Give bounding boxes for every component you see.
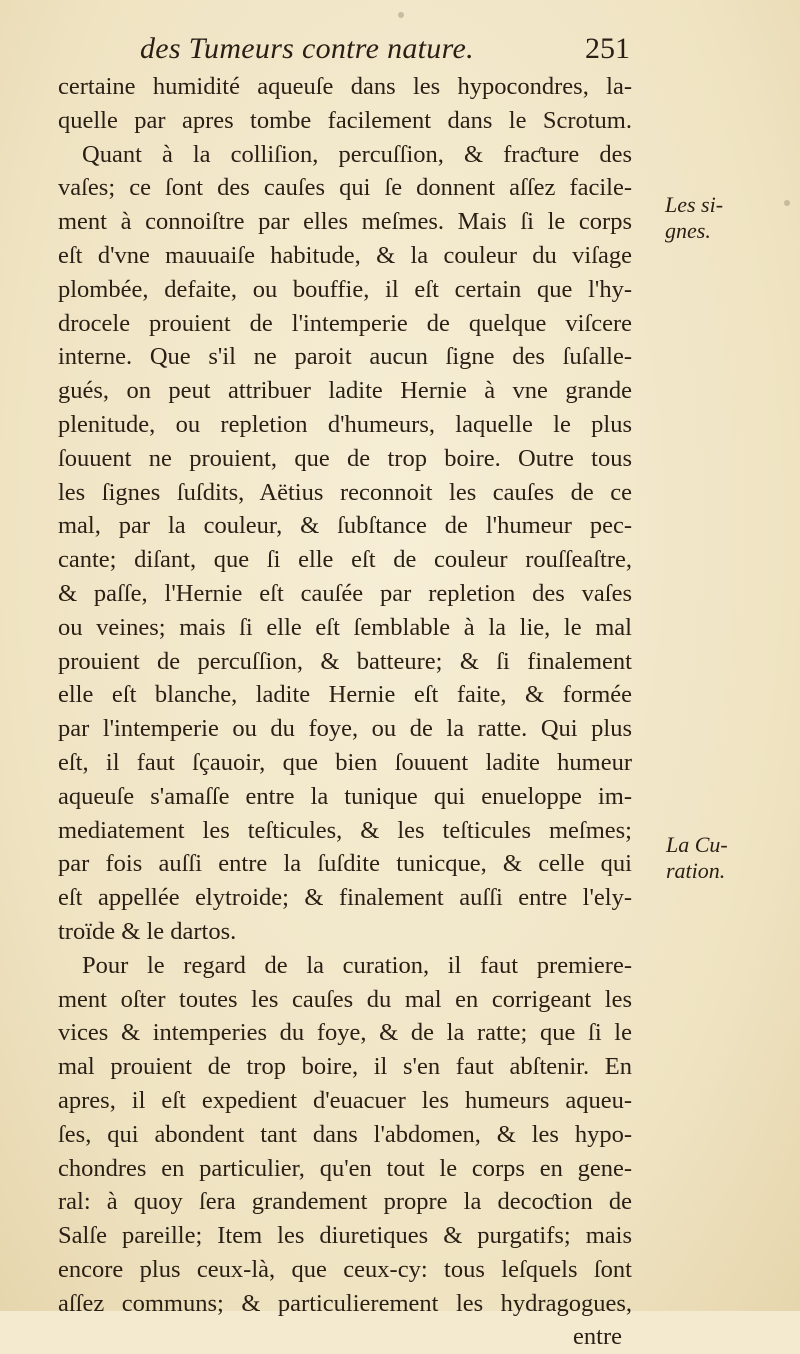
text-line: aqueuſe s'amaſſe entre la tunique qui enueloppe im- bbox=[58, 782, 632, 810]
margin-note-line: gnes. bbox=[665, 218, 711, 243]
text-line: drocele prouient de l'intemperie de quelque viſcere bbox=[58, 309, 632, 337]
text-line: mediatement les teſticules, & les teſticules meſmes; bbox=[58, 816, 632, 844]
text-line: cante; diſant, que ſi elle eſt de couleur rouſſeaſtre, bbox=[58, 546, 632, 574]
margin-note-line: La Cu- bbox=[666, 832, 728, 857]
text-line: apres, il eſt expedient d'euacuer les humeurs aqueu- bbox=[58, 1086, 632, 1114]
text-line: mal prouient de trop boire, il s'en faut abſtenir. En bbox=[58, 1053, 632, 1081]
text-line: quelle par apres tombe facilement dans le Scrotum. bbox=[58, 106, 632, 134]
margin-note-signes bbox=[665, 192, 785, 244]
text-line: Salſe pareille; Item les diuretiques & purgatifs; mais bbox=[58, 1222, 632, 1250]
text-line: ment oſter toutes les cauſes du mal en corrigeant les bbox=[58, 985, 632, 1013]
text-line: ſes, qui abondent tant dans l'abdomen, & les hypo- bbox=[58, 1120, 632, 1148]
text-line: eſt d'vne mauuaiſe habitude, & la couleur du viſage bbox=[58, 241, 632, 269]
text-line: ral: à quoy ſera grandement propre la decoƈtion de bbox=[58, 1188, 632, 1216]
text-line: ſouuent ne prouient, que de trop boire. Outre tous bbox=[58, 444, 632, 472]
text-line: ou veines; mais ſi elle eſt ſemblable à la lie, le mal bbox=[58, 613, 632, 641]
paper-fleck bbox=[784, 200, 790, 206]
text-line: les ſignes ſuſdits, Aëtius reconnoit les cauſes de ce bbox=[58, 478, 632, 506]
text-line: & paſſe, l'Hernie eſt cauſée par repletion des vaſes bbox=[58, 579, 632, 607]
text-line: plenitude, ou repletion d'humeurs, laquelle le plus bbox=[58, 410, 632, 438]
margin-note-line: Les si- bbox=[665, 192, 724, 217]
text-line: plombée, defaite, ou bouffie, il eſt certain que l'hy- bbox=[58, 275, 632, 303]
margin-note-curation bbox=[666, 832, 786, 884]
page-header bbox=[140, 32, 630, 72]
text-line: eſt appellée elytroide; & finalement auſſi entre l'ely- bbox=[58, 884, 632, 912]
text-line: vices & intemperies du foye, & de la ratte; que ſi le bbox=[58, 1019, 632, 1047]
running-title: des Tumeurs contre nature. bbox=[140, 32, 474, 65]
text-line: eſt, il faut ſçauoir, que bien ſouuent ladite humeur bbox=[58, 748, 632, 776]
text-line: mal, par la couleur, & ſubſtance de l'humeur pec- bbox=[58, 512, 632, 540]
paper-fleck bbox=[398, 12, 404, 18]
text-line: par l'intemperie ou du foye, ou de la ratte. Qui plus bbox=[58, 715, 632, 743]
text-line: encore plus ceux-là, que ceux-cy: tous leſquels ſont bbox=[58, 1255, 632, 1283]
text-line: troïde & le dartos. bbox=[58, 917, 237, 945]
catchword: entre bbox=[573, 1323, 622, 1351]
text-line: prouient de percuſſion, & batteure; & ſi finalement bbox=[58, 647, 632, 675]
text-line: Quant à la colliſion, percuſſion, & fraƈture des bbox=[82, 140, 632, 168]
text-line: ment à connoiſtre par elles meſmes. Mais ſi le corps bbox=[58, 208, 632, 236]
text-line: vaſes; ce ſont des cauſes qui ſe donnent aſſez facile- bbox=[58, 174, 632, 202]
text-line: par fois auſſi entre la ſuſdite tunicque, & celle qui bbox=[58, 850, 632, 878]
text-line: gués, on peut attribuer ladite Hernie à vne grande bbox=[58, 377, 632, 405]
margin-note-line: ration. bbox=[666, 858, 726, 883]
text-line: elle eſt blanche, ladite Hernie eſt faite, & formée bbox=[58, 681, 632, 709]
text-line: Pour le regard de la curation, il faut premiere- bbox=[82, 951, 632, 979]
page-number: 251 bbox=[585, 32, 630, 65]
text-line: interne. Que s'il ne paroit aucun ſigne des ſuſalle- bbox=[58, 343, 632, 371]
body-text bbox=[58, 70, 632, 1354]
text-line: aſſez communs; & particulierement les hydragogues, bbox=[58, 1289, 632, 1317]
text-line: certaine humidité aqueuſe dans les hypocondres, la- bbox=[58, 73, 632, 100]
text-line: chondres en particulier, qu'en tout le corps en gene- bbox=[58, 1154, 632, 1182]
